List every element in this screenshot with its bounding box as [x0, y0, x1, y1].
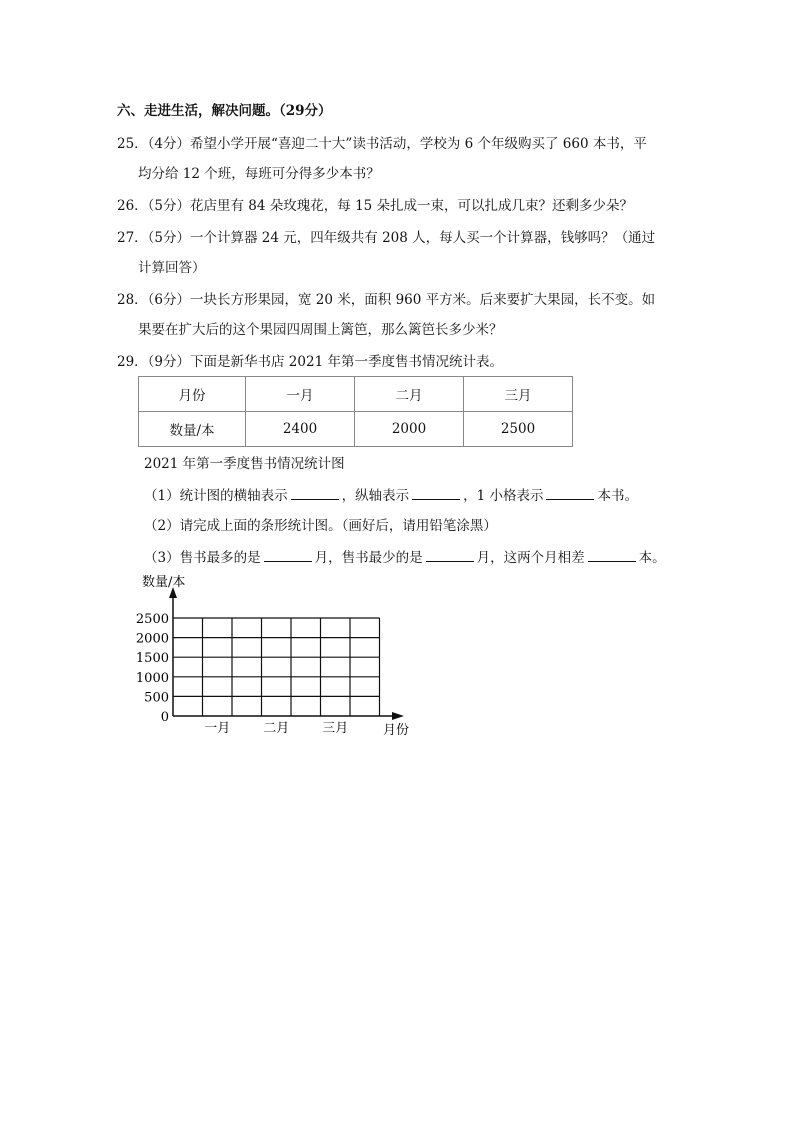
- sub-question-2: （2）请完成上面的条形统计图。（画好后，请用铅笔涂黑）: [144, 518, 497, 534]
- bar-chart-grid[interactable]: [136, 572, 416, 740]
- chart-grid: [173, 618, 380, 716]
- q25-line1: 25．（4分）希望小学开展“喜迎二十大”读书活动，学校为 6 个年级购买了 660 本书，平: [117, 136, 647, 152]
- y-tick-label: 2000: [136, 631, 169, 647]
- y-tick-label: 500: [144, 690, 169, 706]
- x-tick-label: 一月: [204, 721, 231, 736]
- answer-blank[interactable]: [291, 485, 339, 500]
- table-header-cell: 月份: [139, 377, 246, 412]
- y-tick-label: 1000: [136, 670, 169, 686]
- table-header-cell: 一月: [246, 377, 355, 412]
- sub3-text-b: 月，售书最少的是: [314, 550, 423, 566]
- table-cell: 2400: [246, 412, 355, 447]
- section-title: 六、走进生活，解决问题。（29分）: [117, 103, 332, 119]
- sub1-text-b: ，纵轴表示: [341, 488, 410, 504]
- y-tick-label: 0: [160, 710, 169, 725]
- chart-tick-labels: [136, 612, 348, 736]
- sub3-text-d: 本。: [638, 550, 666, 566]
- answer-blank[interactable]: [588, 547, 636, 562]
- y-tick-label: 1500: [136, 651, 169, 667]
- q26-line1: 26．（5分）花店里有 84 朵玫瑰花，每 15 朵扎成一束，可以扎成几束？还剩多少朵？: [117, 198, 634, 214]
- table-row: [139, 412, 573, 447]
- sub-question-1: [144, 485, 638, 506]
- table-header-cell: 二月: [355, 377, 464, 412]
- x-tick-label: 二月: [263, 721, 290, 736]
- y-axis-label: 数量/本: [142, 575, 186, 590]
- y-tick-label: 2500: [136, 612, 169, 627]
- answer-blank[interactable]: [264, 547, 312, 562]
- q28-line1: 28．（6分）一块长方形果园，宽 20 米，面积 960 平方米。后来要扩大果园，长不变。如: [117, 292, 656, 308]
- sub3-text-a: （3）售书最多的是: [144, 550, 261, 566]
- chart-caption: 2021 年第一季度售书情况统计图: [144, 456, 345, 472]
- answer-blank[interactable]: [426, 547, 474, 562]
- table-cell: 数量/本: [139, 412, 246, 447]
- sub1-text-d: 本书。: [597, 488, 638, 504]
- table-header-row: [139, 377, 573, 412]
- answer-blank[interactable]: [546, 485, 594, 500]
- sub1-text-c: ，1 小格表示: [463, 488, 544, 504]
- sales-table: [138, 376, 573, 447]
- x-tick-label: 三月: [322, 721, 349, 736]
- q27-line1: 27．（5分）一个计算器 24 元，四年级共有 208 人，每人买一个计算器，钱够吗？（通过: [117, 230, 656, 246]
- answer-blank[interactable]: [412, 485, 460, 500]
- chart-axes: [169, 587, 404, 720]
- q28-line2: 果要在扩大后的这个果园四周围上篱笆，那么篱笆长多少米？: [138, 322, 503, 338]
- q29-line1: 29．（9分）下面是新华书店 2021 年第一季度售书情况统计表。: [117, 354, 503, 370]
- table-cell: 2000: [355, 412, 464, 447]
- table-cell: 2500: [464, 412, 573, 447]
- table-header-cell: 三月: [464, 377, 573, 412]
- q25-line2: 均分给 12 个班，每班可分得多少本书？: [138, 166, 380, 182]
- sub1-text-a: （1）统计图的横轴表示: [144, 488, 288, 504]
- sub3-text-c: 月，这两个月相差: [476, 550, 585, 566]
- q27-line2: 计算回答）: [138, 260, 206, 276]
- x-axis-arrow: [392, 712, 404, 720]
- x-axis-label: 月份: [383, 723, 410, 738]
- sub-question-3: [144, 547, 666, 568]
